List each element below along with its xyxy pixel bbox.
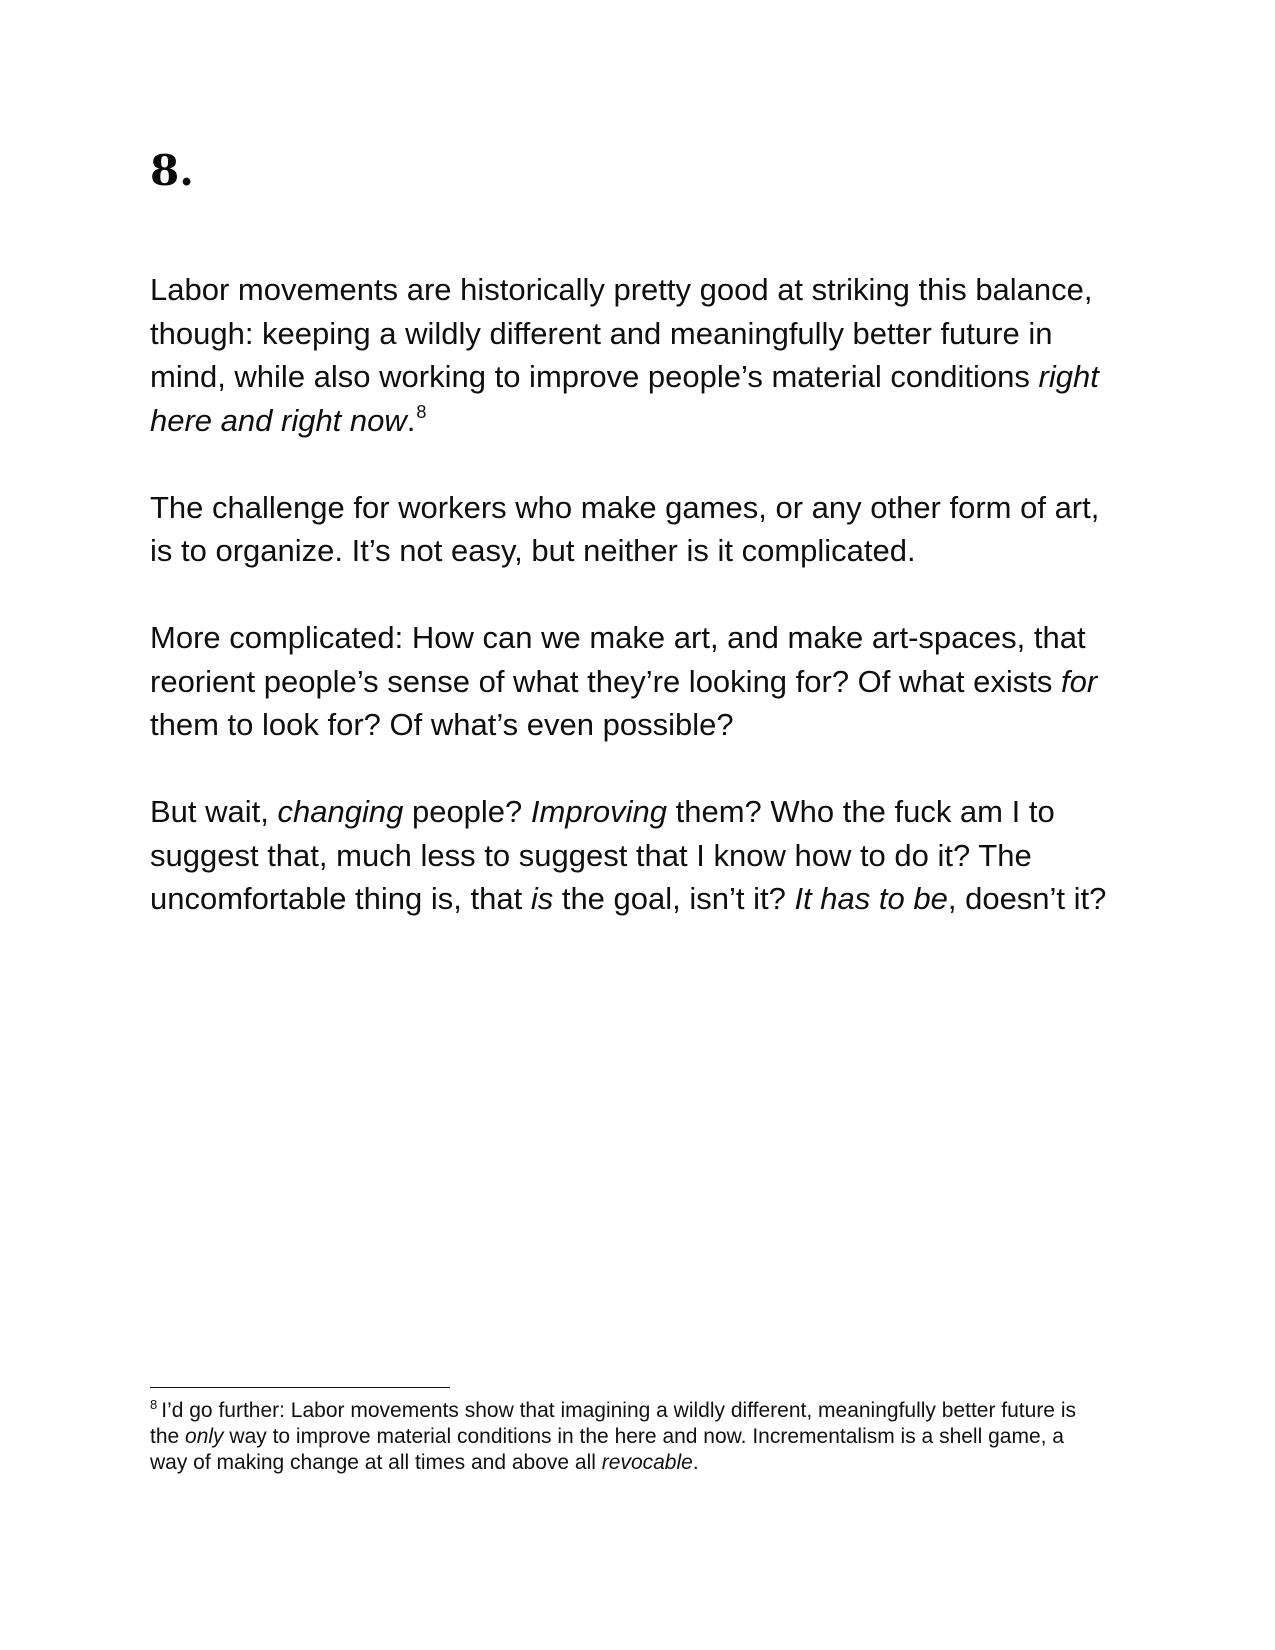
paragraph-3-text-end: them to look for? Of what’s even possible? xyxy=(150,707,734,742)
paragraph-1-emphasis: right here and right now xyxy=(150,359,1099,438)
paragraph-2 xyxy=(150,486,1130,573)
paragraph-4-text-b: people? xyxy=(403,794,531,829)
paragraph-4-emphasis-a: changing xyxy=(277,794,404,829)
footnote-reference[interactable]: 8 xyxy=(416,401,427,422)
paragraph-4-text-e: , doesn’t it? xyxy=(947,881,1107,916)
paragraph-4-emphasis-d: It has to be xyxy=(794,881,948,916)
paragraph-4-text-c: them? Who the fuck am I to suggest that, much less to suggest that I know how to do it? The uncomfortable thing is, that xyxy=(150,794,1055,916)
paragraph-4-emphasis-b: Improving xyxy=(530,794,668,829)
footnote xyxy=(150,1398,1090,1476)
footnote-text-a: I’d go further: Labor movements show that imagining a wildly different, meaningfully better future is the xyxy=(150,1399,1076,1448)
paragraph-3-text: More complicated: How can we make art, and make art-spaces, that reorient people’s sense of what they’re looking for? Of what exists xyxy=(150,620,1086,699)
paragraph-1-text-end: . xyxy=(406,402,416,438)
paragraph-4 xyxy=(150,790,1130,921)
footnote-text-c: . xyxy=(692,1451,699,1474)
paragraph-3-emphasis: for xyxy=(1060,663,1098,699)
paragraph-2-text: The challenge for workers who make games, or any other form of art, is to organize. It’s not easy, but neither is it complicated. xyxy=(150,489,1100,568)
footnote-text-b: way to improve material conditions in the here and now. Incrementalism is a shell game, a way of making change at all times and above all xyxy=(150,1425,1064,1474)
paragraph-1-text: Labor movements are historically pretty good at striking this balance, though: keeping a wildly different and meaningfully better future in mind, while also working to improve people’s material conditions xyxy=(150,272,1093,394)
body-text xyxy=(150,268,1130,964)
footnote-emphasis-b: revocable xyxy=(601,1451,693,1474)
paragraph-4-emphasis-c: is xyxy=(530,881,554,916)
footnote-marker: 8 xyxy=(150,1397,158,1412)
footnote-divider xyxy=(150,1387,450,1388)
paragraph-4-text-d: the goal, isn’t it? xyxy=(553,881,795,916)
footnote-emphasis-a: only xyxy=(185,1425,224,1448)
paragraph-4-text-a: But wait, xyxy=(150,794,278,829)
paragraph-1 xyxy=(150,268,1130,442)
section-number: 8. xyxy=(150,146,194,195)
paragraph-3 xyxy=(150,616,1130,747)
